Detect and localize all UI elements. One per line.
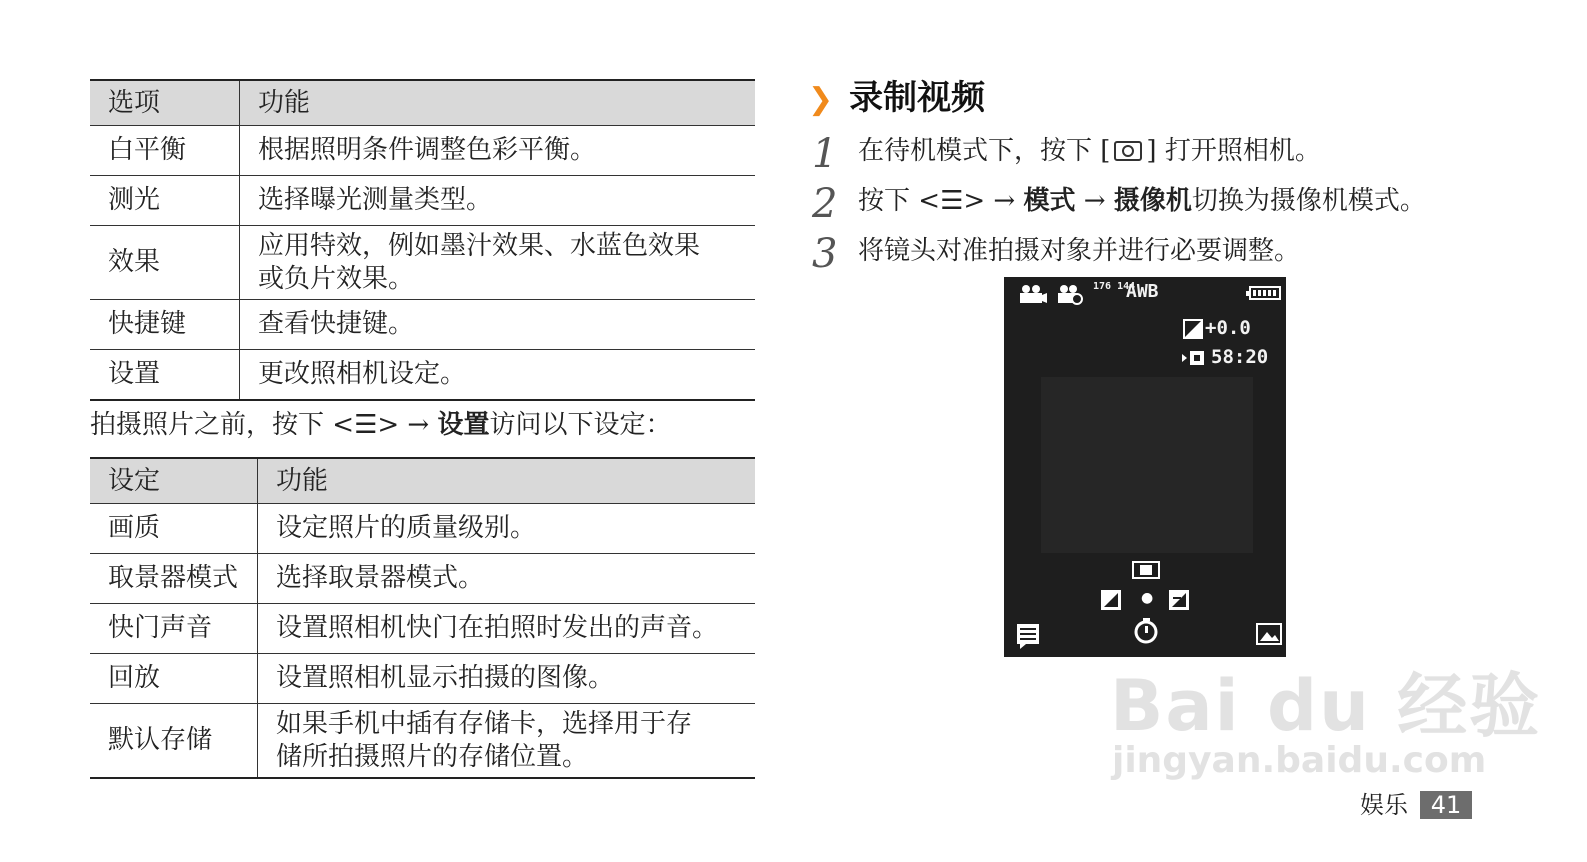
center-dot-icon: ● [1141, 590, 1154, 606]
table-cell: 取景器模式 [90, 554, 258, 604]
options-table [90, 79, 755, 401]
table-row [90, 554, 755, 604]
cell-line: 应用特效，例如墨汁效果、水蓝色效果 [258, 230, 701, 261]
table-cell: 回放 [90, 654, 258, 704]
table-header: 设定 [90, 458, 258, 504]
table-row [90, 604, 755, 654]
table-cell: 效果 [90, 226, 240, 300]
page-footer [1360, 785, 1472, 820]
menu-key-icon: ☰ [354, 410, 378, 440]
table-cell: 测光 [90, 176, 240, 226]
gallery-icon[interactable] [1256, 623, 1282, 647]
cell-line: 或负片效果。 [258, 263, 415, 294]
table-row [90, 704, 755, 779]
table-cell: 根据照明条件调整色彩平衡。 [240, 126, 756, 176]
table-cell [240, 226, 756, 300]
table-header: 功能 [240, 80, 756, 126]
table-cell: 设定照片的质量级别。 [258, 504, 756, 554]
table-header: 选项 [90, 80, 240, 126]
table-cell: 设置 [90, 350, 240, 401]
table-cell: 画质 [90, 504, 258, 554]
table-cell: 查看快捷键。 [240, 300, 756, 350]
exposure-plus-icon[interactable] [1168, 589, 1190, 611]
exposure-value: +0.0 [1205, 317, 1251, 339]
resolution-icon: 176 144 [1093, 281, 1136, 292]
table-cell: 选择取景器模式。 [258, 554, 756, 604]
exposure-minus-icon[interactable] [1100, 589, 1122, 611]
footer-section: 娱乐 [1360, 791, 1408, 819]
battery-icon [1249, 286, 1281, 300]
video-mode-icon [1056, 283, 1084, 305]
cell-line: 如果手机中插有存储卡，选择用于存 [276, 708, 693, 739]
table-row [90, 176, 755, 226]
table-row [90, 504, 755, 554]
table-cell: 快捷键 [90, 300, 240, 350]
cell-line: 储所拍摄照片的存储位置。 [276, 741, 589, 772]
settings-table [90, 457, 755, 779]
table-row [90, 226, 755, 300]
viewfinder-mode-icon[interactable] [1132, 559, 1160, 579]
viewfinder [1041, 377, 1253, 553]
table-header: 功能 [258, 458, 756, 504]
timer-icon[interactable] [1132, 617, 1160, 645]
settings-intro: 拍摄照片之前，按下 <☰> → 设置访问以下设定： [90, 410, 672, 440]
table-cell: 设置照相机显示拍摄的图像。 [258, 654, 756, 704]
step-3: 3 将镜头对准拍摄对象并进行必要调整。 [812, 231, 1301, 277]
camcorder-icon [1018, 283, 1048, 305]
table-cell [258, 704, 756, 779]
baidu-watermark: Bai du 经验 [1110, 665, 1542, 747]
table-cell: 选择曝光测量类型。 [240, 176, 756, 226]
table-cell: 快门声音 [90, 604, 258, 654]
camera-key-icon [1114, 141, 1142, 161]
table-cell: 默认存储 [90, 704, 258, 779]
step-2: 2 按下 <☰> → 模式 → 摄像机切换为摄像机模式。 [812, 181, 1426, 227]
chevron-right-icon: ❯ [808, 82, 834, 117]
section-title: ❯ 录制视频 [808, 78, 986, 118]
table-cell: 更改照相机设定。 [240, 350, 756, 401]
camcorder-screen [1004, 277, 1286, 657]
menu-key-icon: ☰ [940, 186, 964, 216]
recording-storage-icon [1182, 349, 1206, 367]
step-1: 1 在待机模式下，按下 [ ] 打开照相机。 [812, 131, 1321, 177]
recording-time: 58:20 [1211, 346, 1269, 368]
baidu-watermark-url: jingyan.baidu.com [1112, 740, 1487, 781]
exposure-icon [1183, 319, 1203, 339]
white-balance-icon: AWB [1126, 281, 1159, 302]
table-cell: 白平衡 [90, 126, 240, 176]
table-row [90, 350, 755, 401]
menu-icon[interactable] [1016, 623, 1040, 649]
table-cell: 设置照相机快门在拍照时发出的声音。 [258, 604, 756, 654]
table-row [90, 126, 755, 176]
table-row [90, 654, 755, 704]
page-number: 41 [1420, 791, 1472, 819]
table-row [90, 300, 755, 350]
